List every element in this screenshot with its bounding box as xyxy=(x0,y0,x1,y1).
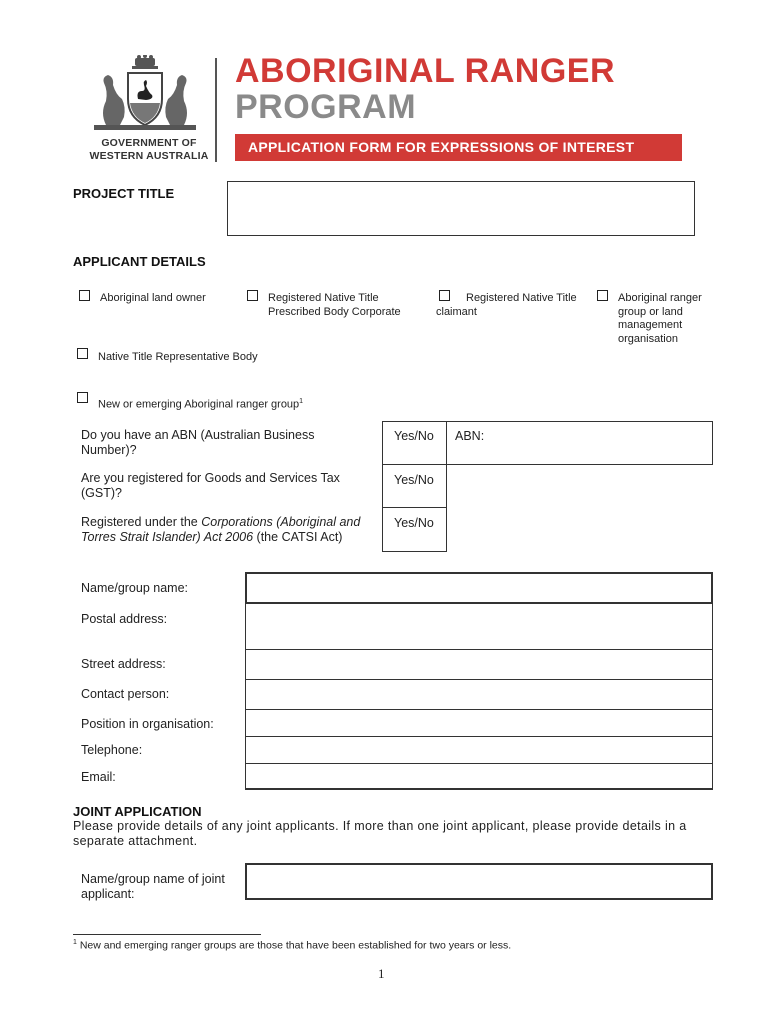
abn-yes-no-label: Yes/No xyxy=(394,429,434,443)
option-label-aboriginal-ranger-group: Aboriginal ranger group or land management organisation xyxy=(618,292,702,345)
header-divider xyxy=(215,58,217,162)
form-banner-text: APPLICATION FORM FOR EXPRESSIONS OF INTEREST xyxy=(248,139,635,155)
email-label: Email: xyxy=(81,770,116,784)
contact-person-field[interactable] xyxy=(245,679,713,710)
checkbox-registered-native-title-pbc[interactable] xyxy=(247,290,258,301)
name-group-label: Name/group name: xyxy=(81,581,189,595)
wa-coat-of-arms-logo xyxy=(86,55,204,133)
option-label-aboriginal-land-owner: Aboriginal land owner xyxy=(100,292,206,304)
gst-question: Are you registered for Goods and Services Tax (GST)? xyxy=(81,471,340,500)
position-label: Position in organisation: xyxy=(81,717,214,731)
catsi-question: Registered under the Corporations (Aboriginal and Torres Strait Islander) Act 2006 (the CATSI Act) xyxy=(81,515,361,544)
gst-yes-no-cell[interactable] xyxy=(382,464,447,508)
option-label-registered-native-title-pbc: Registered Native Title Prescribed Body Corporate xyxy=(268,292,401,318)
abn-number-field[interactable] xyxy=(446,421,713,465)
abn-question: Do you have an ABN (Australian Business Number)? xyxy=(81,428,315,457)
footnote-separator xyxy=(73,934,261,935)
postal-address-label: Postal address: xyxy=(81,612,168,626)
postal-address-field[interactable] xyxy=(245,603,713,650)
program-title-line1: ABORIGINAL RANGER xyxy=(235,52,615,90)
project-title-field[interactable] xyxy=(227,181,695,236)
checkbox-aboriginal-land-owner[interactable] xyxy=(79,290,90,301)
abn-label: ABN: xyxy=(455,429,485,443)
joint-applicant-label: Name/group name of joint applicant: xyxy=(81,872,225,901)
government-name: GOVERNMENT OF WESTERN AUSTRALIA xyxy=(89,137,209,162)
abn-yes-no-cell[interactable] xyxy=(382,421,447,465)
program-title-line2: PROGRAM xyxy=(235,88,417,126)
street-address-field[interactable] xyxy=(245,649,713,680)
option-label-new-emerging-ranger-group: New or emerging Aboriginal ranger group$^1$ xyxy=(98,398,304,411)
name-group-field[interactable] xyxy=(245,572,713,604)
checkbox-aboriginal-ranger-group[interactable] xyxy=(597,290,608,301)
telephone-field[interactable] xyxy=(245,736,713,764)
page-number: 1 xyxy=(378,966,385,981)
footnote-ref: 1 xyxy=(299,398,304,405)
contact-person-label: Contact person: xyxy=(81,687,170,701)
option-label-native-title-representative-body: Native Title Representative Body xyxy=(98,351,258,363)
checkbox-new-emerging-ranger-group[interactable] xyxy=(77,392,88,403)
position-field[interactable] xyxy=(245,709,713,737)
catsi-yes-no-cell[interactable] xyxy=(382,507,447,552)
footnote: $^1$ New and emerging ranger groups are those that have been established for two years or less. xyxy=(73,939,512,952)
street-address-label: Street address: xyxy=(81,657,166,671)
joint-applicant-field[interactable] xyxy=(245,863,713,900)
telephone-label: Telephone: xyxy=(81,743,143,757)
option-label-registered-native-title-claimant: Registered Native Title claimant xyxy=(436,292,577,318)
joint-application-heading: JOINT APPLICATION xyxy=(73,804,202,819)
applicant-details-heading: APPLICANT DETAILS xyxy=(73,254,206,269)
form-banner xyxy=(235,134,682,161)
joint-application-instructions: Please provide details of any joint applicants. If more than one joint applicant, please provide details in a separate attachment. xyxy=(73,819,687,848)
email-field[interactable] xyxy=(245,763,713,790)
project-title-heading: PROJECT TITLE xyxy=(73,186,175,201)
checkbox-native-title-representative-body[interactable] xyxy=(77,348,88,359)
gst-yes-no-label: Yes/No xyxy=(394,473,434,487)
catsi-yes-no-label: Yes/No xyxy=(394,516,434,530)
